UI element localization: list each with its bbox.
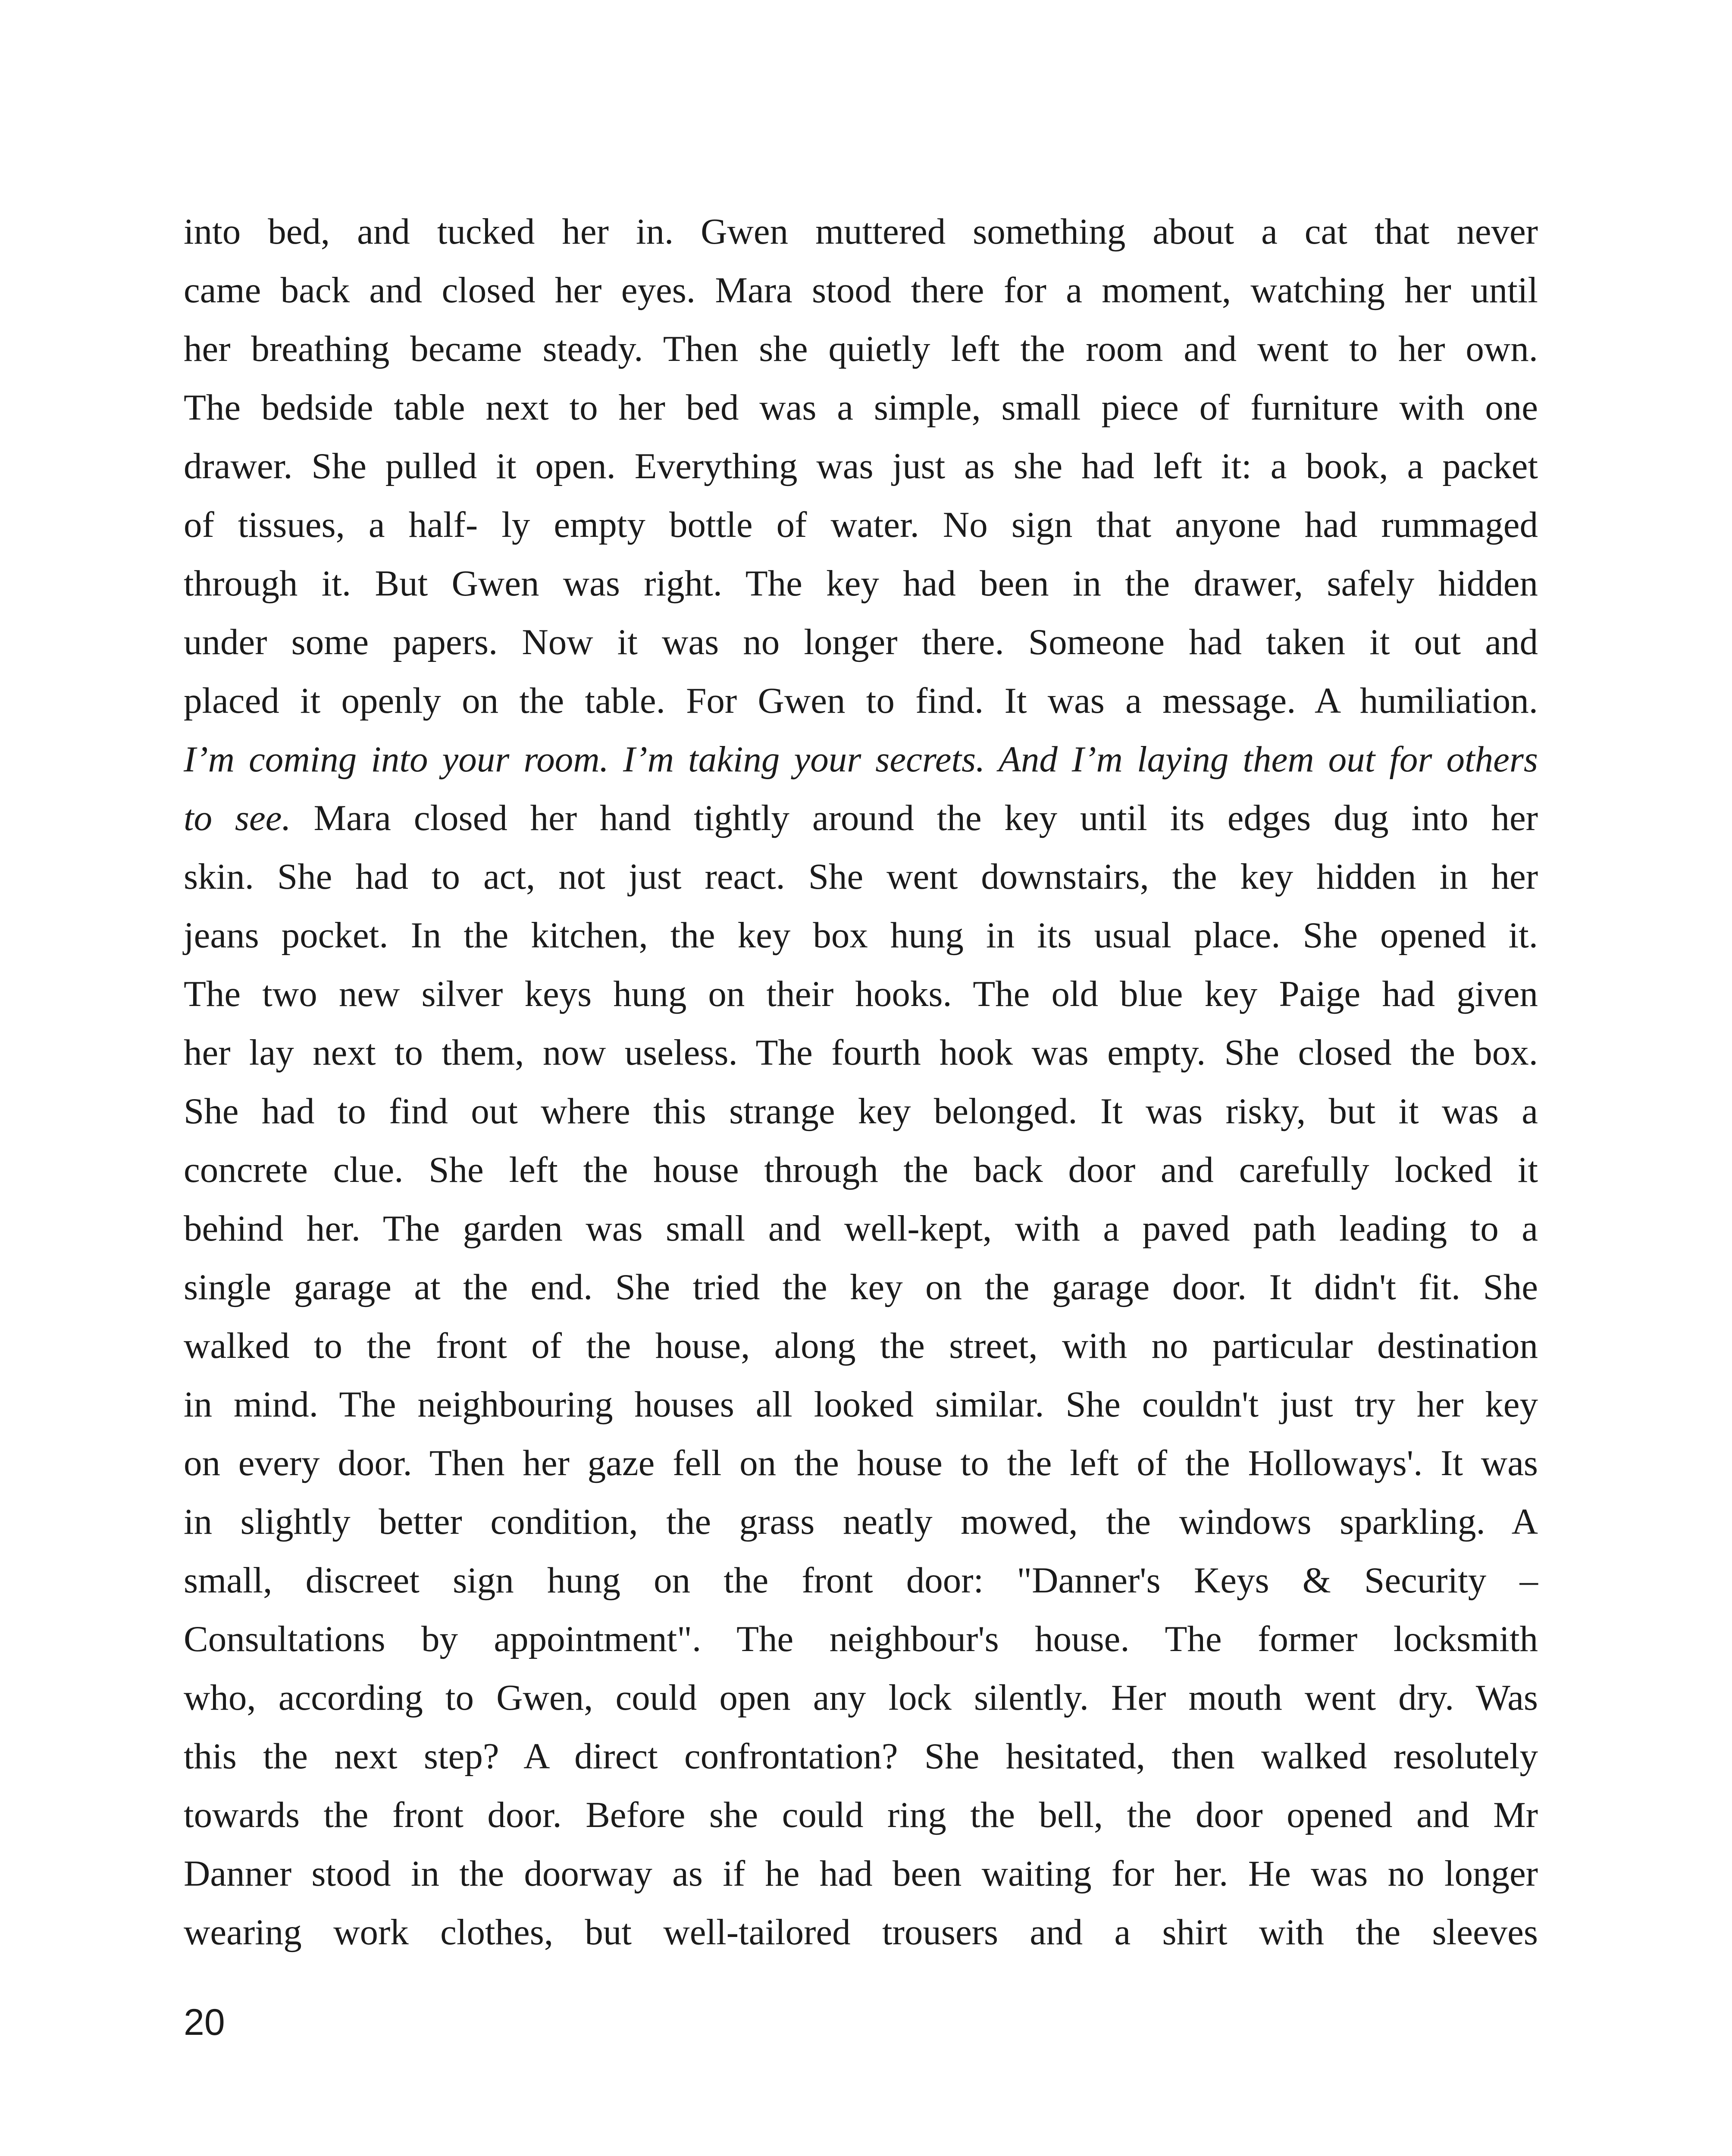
- text-line: jeans pocket. In the kitchen, the key box hung in its usual place. She opened it.: [184, 915, 1538, 956]
- text-fragment: Mara closed her hand tightly around the key until its edges dug into her: [291, 798, 1538, 838]
- text-line: into bed, and tucked her in. Gwen muttered something about a cat that never: [184, 211, 1538, 252]
- text-line: drawer. She pulled it open. Everything was just as she had left it: a book, a packet: [184, 446, 1538, 486]
- italic-passage: I’m coming into your room. I’m taking your secrets. And I’m laying them out for others: [184, 739, 1538, 780]
- text-line: Consultations by appointment". The neighbour's house. The former locksmith: [184, 1619, 1538, 1659]
- text-line: The two new silver keys hung on their hooks. The old blue key Paige had given: [184, 974, 1538, 1014]
- text-line: in mind. The neighbouring houses all looked similar. She couldn't just try her key: [184, 1384, 1538, 1425]
- text-line: who, according to Gwen, could open any lock silently. Her mouth went dry. Was: [184, 1677, 1538, 1718]
- text-line: behind her. The garden was small and well-kept, with a paved path leading to a: [184, 1208, 1538, 1249]
- text-line: in slightly better condition, the grass neatly mowed, the windows sparkling. A: [184, 1501, 1538, 1542]
- text-line: came back and closed her eyes. Mara stood there for a moment, watching her until: [184, 270, 1538, 310]
- text-line: Danner stood in the doorway as if he had been waiting for her. He was no longer: [184, 1853, 1538, 1894]
- text-line: towards the front door. Before she could ring the bell, the door opened and Mr: [184, 1795, 1538, 1835]
- italic-text-line: [184, 730, 1538, 789]
- body-text: [184, 202, 1538, 1962]
- text-line: on every door. Then her gaze fell on the house to the left of the Holloways'. It was: [184, 1443, 1538, 1483]
- mixed-text-line: [184, 789, 1538, 847]
- text-line: under some papers. Now it was no longer there. Someone had taken it out and: [184, 622, 1538, 662]
- page-number: 20: [184, 2002, 225, 2043]
- text-line: through it. But Gwen was right. The key had been in the drawer, safely hidden: [184, 563, 1538, 604]
- text-line: of tissues, a half- ly empty bottle of water. No sign that anyone had rummaged: [184, 505, 1538, 545]
- text-line: concrete clue. She left the house through the back door and carefully locked it: [184, 1150, 1538, 1190]
- italic-fragment: to see.: [184, 798, 291, 838]
- text-line: walked to the front of the house, along the street, with no particular destination: [184, 1326, 1538, 1366]
- text-line: The bedside table next to her bed was a simple, small piece of furniture with one: [184, 387, 1538, 428]
- text-line: She had to find out where this strange key belonged. It was risky, but it was a: [184, 1091, 1538, 1131]
- text-line: wearing work clothes, but well-tailored trousers and a shirt with the sleeves: [184, 1912, 1538, 1952]
- text-line: her lay next to them, now useless. The fourth hook was empty. She closed the box.: [184, 1032, 1538, 1073]
- text-line: small, discreet sign hung on the front door: "Danner's Keys & Security –: [184, 1560, 1538, 1601]
- text-line: placed it openly on the table. For Gwen to find. It was a message. A humiliation.: [184, 680, 1538, 721]
- text-line: single garage at the end. She tried the key on the garage door. It didn't fit. She: [184, 1267, 1538, 1307]
- text-line: her breathing became steady. Then she quietly left the room and went to her own.: [184, 329, 1538, 369]
- text-line: this the next step? A direct confrontation? She hesitated, then walked resolutely: [184, 1736, 1538, 1777]
- text-line: skin. She had to act, not just react. She went downstairs, the key hidden in her: [184, 856, 1538, 897]
